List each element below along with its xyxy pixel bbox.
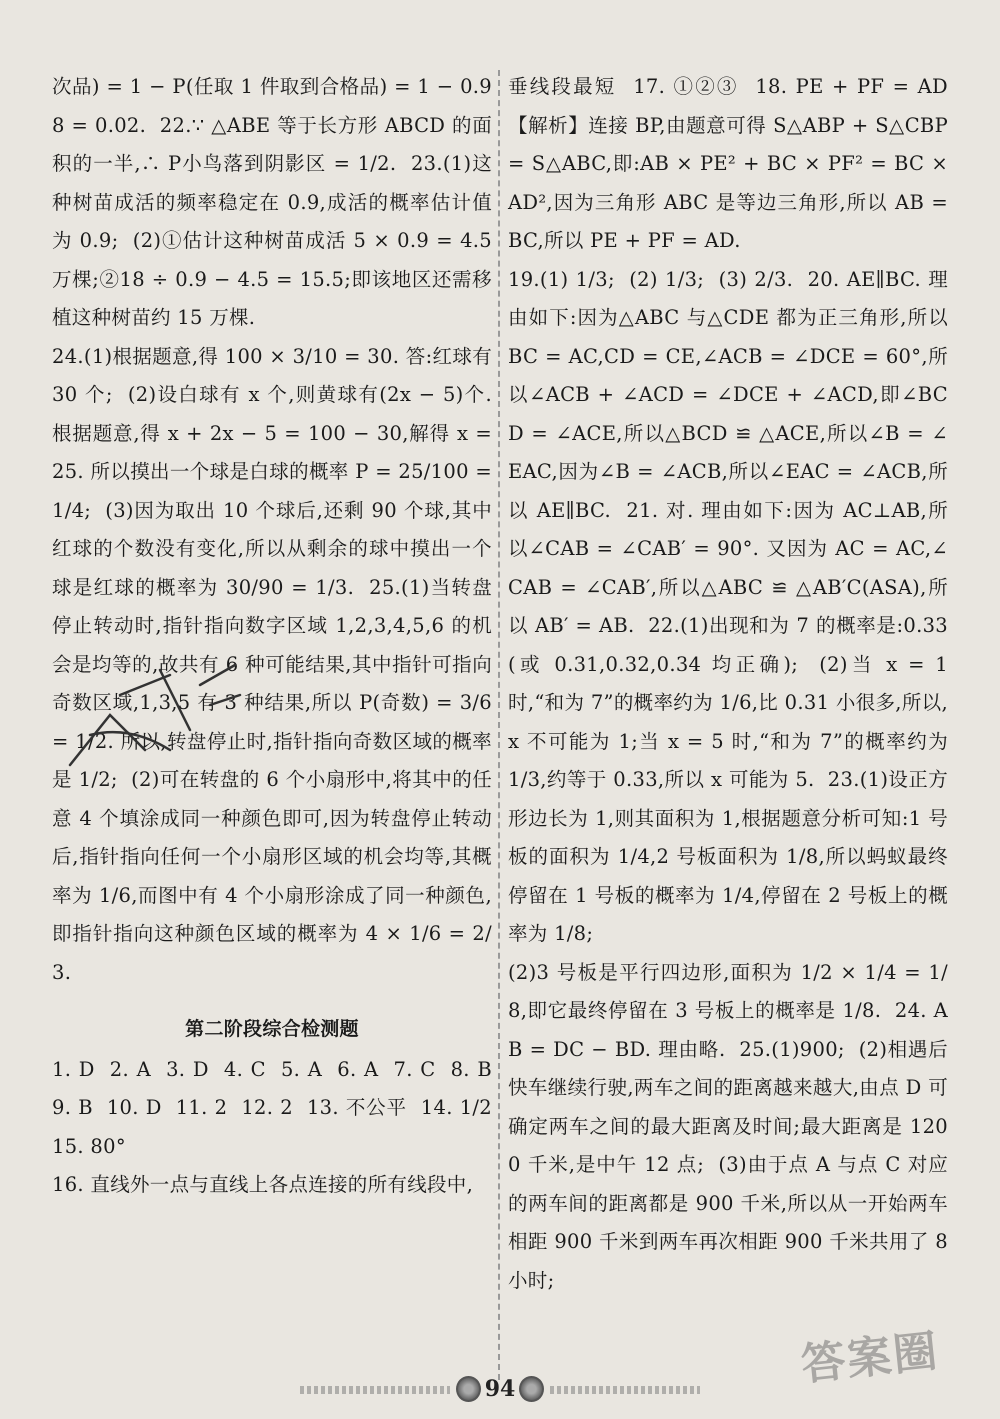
answer-paragraph: 19.(1) 1/3; (2) 1/3; (3) 2/3. 20. AE∥BC. 理由如下:因为△ABC 与△CDE 都为正三角形,所以 BC = AC,CD = CE,∠ACB = ∠DCE = 60°,所以∠ACB + ∠ACD = ∠DCE + ∠ACD,即∠BCD = ∠ACE,所以△BCD ≌ △ACE,所以∠B = ∠EAC,因为∠B = ∠ACB,所以∠EAC = ∠ACB,所以 AE∥BC. 21. 对. 理由如下:因为 AC⊥AB,所以∠CAB = ∠CAB′ = 90°. 又因为 AC = AC,∠CAB = ∠CAB′,所以△ABC ≌ △AB′C(ASA),所以 AB′ = AB. 22.(1)出现和为 7 的概率是:0.33(或 0.31,0.32,0.34 均正确); (2)当 x = 1 时,“和为 7”的概率约为 1/6,比 0.31 小很多,所以,x 不可能为 1;当 x = 5 时,“和为 7”的概率约为 1/3,约等于 0.33,所以 x 可能为 5. 23.(1)设正方形边长为 1,则其面积为 1,根据题意分析可知:1 号板的面积为 1/4,2 号板面积为 1/8,所以蚂蚁最终停留在 1 号板的概率为 1/4,停留在 2 号板上的概率为 1/8; bbox=[508, 267, 955, 945]
watermark-logo: 答案圈 bbox=[798, 1325, 942, 1391]
column-divider bbox=[498, 70, 500, 1380]
section-heading: 第二阶段综合检测题 bbox=[185, 1018, 359, 1040]
page-number: 94 bbox=[484, 1376, 516, 1402]
answer-paragraph: (2)3 号板是平行四边形,面积为 1/2 × 1/4 = 1/8,即它最终停留在 3 号板上的概率是 1/8. 24. AB = DC − BD. 理由略. 25.(1)900; (2)相遇后快车继续行驶,两车之间的距离越来越大,由点 D 可确定两车之间的最大距离及时间;最大距离是 1200 千米,是中午 12 点; (3)由于点 A 与点 C 对应的两车间的距离都是 900 千米,所以从一开始两车相距 900 千米到两车再次相距 900 千米共用了 8 小时; bbox=[508, 960, 955, 1292]
right-column bbox=[508, 68, 961, 1300]
page-number-badge bbox=[456, 1372, 544, 1406]
ornament-icon bbox=[456, 1376, 481, 1402]
left-column bbox=[52, 68, 505, 1205]
answer-paragraph: 16. 直线外一点与直线上各点连接的所有线段中, bbox=[52, 1173, 474, 1196]
footer-ornament-line bbox=[300, 1386, 450, 1394]
answer-paragraph: 次品) = 1 − P(任取 1 件取到合格品) = 1 − 0.98 = 0.02. 22.∵ △ABE 等于长方形 ABCD 的面积的一半,∴ P小鸟落到阴影区 = 1/2. 23.(1)这种树苗成活的频率稳定在 0.9,成活的概率估计值为 0.9; (2)①估计这种树苗成活 5 × 0.9 = 4.5 万棵;②18 ÷ 0.9 − 4.5 = 15.5;即该地区还需移植这种树苗约 15 万棵. bbox=[52, 75, 499, 329]
footer-ornament-line bbox=[550, 1386, 700, 1394]
answer-paragraph: 24.(1)根据题意,得 100 × 3/10 = 30. 答:红球有 30 个; (2)设白球有 x 个,则黄球有(2x − 5)个. 根据题意,得 x + 2x − 5 = 100 − 30,解得 x = 25. 所以摸出一个球是白球的概率 P = 25/100 = 1/4; (3)因为取出 10 个球后,还剩 90 个球,其中红球的个数没有变化,所以从剩余的球中摸出一个球是红球的概率为 30/90 = 1/3. 25.(1)当转盘停止转动时,指针指向数字区域 1,2,3,4,5,6 的机会是均等的,故共有 6 种可能结果,其中指针可指向奇数区域,1,3,5 有 3 种结果,所以 P(奇数) = 3/6 = 1/2. 所以,转盘停止时,指针指向奇数区域的概率是 1/2; (2)可在转盘的 6 个小扇形中,将其中的任意 4 个填涂成同一种颜色即可,因为转盘停止转动后,指针指向任何一个小扇形区域的机会均等,其概率为 1/6,而图中有 4 个小扇形涂成了同一种颜色,即指针指向这种颜色区域的概率为 4 × 1/6 = 2/3. bbox=[52, 344, 499, 984]
answer-paragraph: 垂线段最短 17. ①②③ 18. PE + PF = AD 【解析】连接 BP,由题意可得 S△ABP + S△CBP = S△ABC,即:AB × PE² + BC × PF² = BC × AD²,因为三角形 ABC 是等边三角形,所以 AB = BC,所以 PE + PF = AD. bbox=[508, 75, 961, 252]
ornament-icon bbox=[519, 1376, 544, 1402]
answer-key-line: 1. D 2. A 3. D 4. C 5. A 6. A 7. C 8. B 9. B 10. D 11. 2 12. 2 13. 不公平 14. 1/2 15. 80° bbox=[52, 1057, 505, 1158]
